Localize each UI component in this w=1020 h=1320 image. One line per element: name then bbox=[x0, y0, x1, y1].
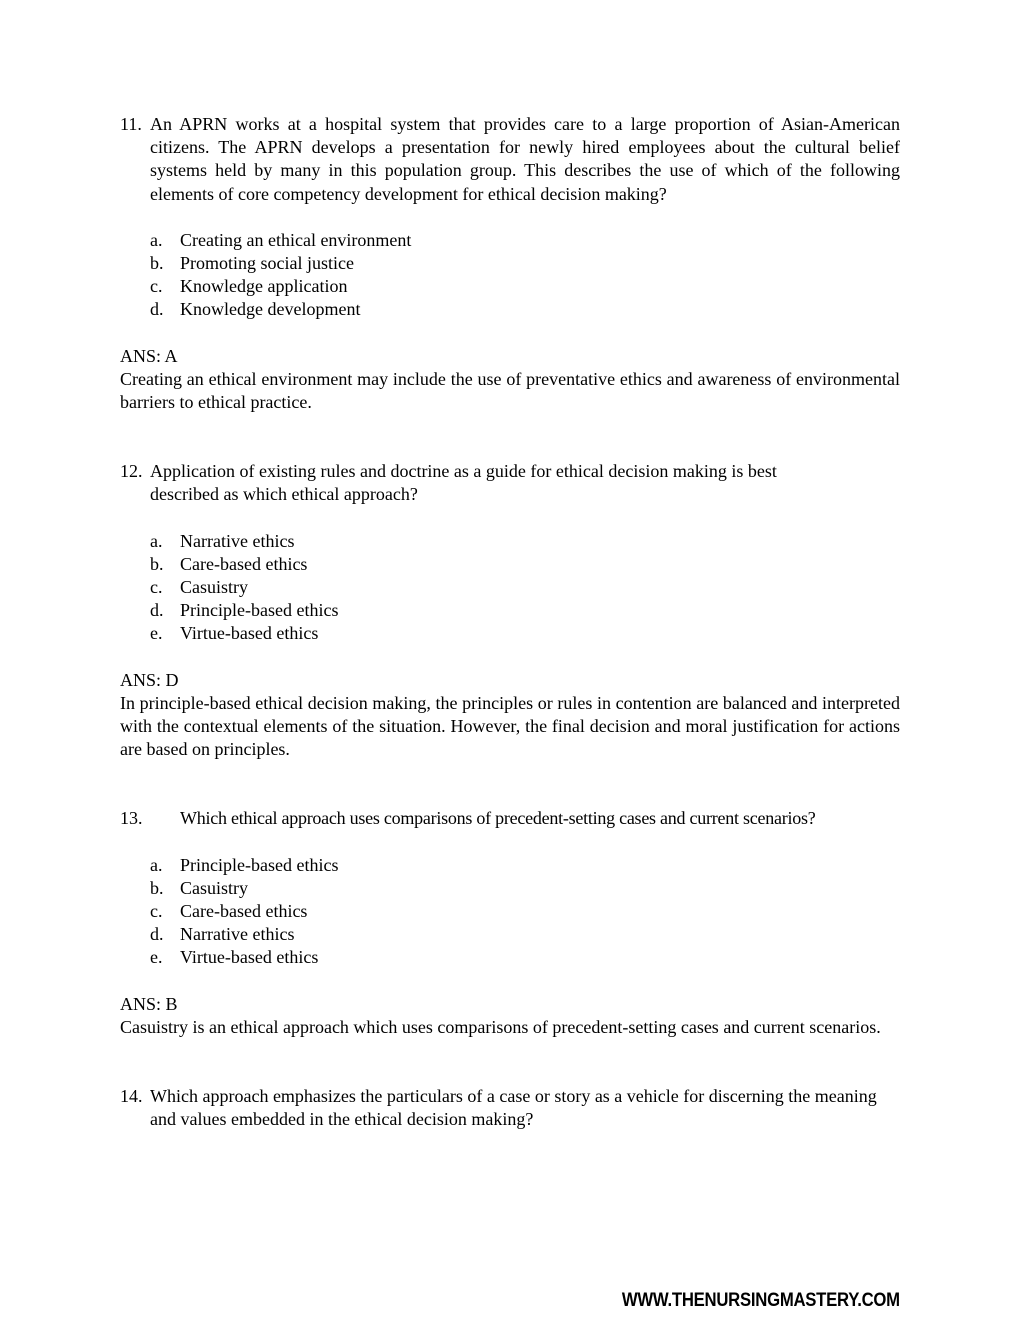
option-text: Principle-based ethics bbox=[180, 600, 339, 621]
option-text: Care-based ethics bbox=[180, 901, 308, 922]
question-text: Which approach emphasizes the particulars of a case or story as a vehicle for discerning the meaning and values embedded in the ethical decision making? bbox=[150, 1086, 877, 1130]
option-label: c. bbox=[150, 577, 163, 598]
option-label: d. bbox=[150, 299, 164, 320]
question-number: 13. bbox=[120, 808, 143, 829]
option bbox=[150, 576, 900, 599]
option bbox=[150, 599, 900, 622]
question-13 bbox=[120, 807, 900, 830]
option bbox=[150, 877, 900, 900]
option-text: Knowledge development bbox=[180, 299, 361, 320]
options-list bbox=[150, 229, 900, 322]
question-number: 14. bbox=[120, 1086, 143, 1107]
option bbox=[150, 229, 900, 252]
question-12 bbox=[120, 460, 900, 506]
option bbox=[150, 854, 900, 877]
option-text: Care-based ethics bbox=[180, 553, 308, 574]
option bbox=[150, 553, 900, 576]
option-label: a. bbox=[150, 229, 163, 250]
option-label: e. bbox=[150, 947, 163, 968]
option-text: Virtue-based ethics bbox=[180, 623, 319, 644]
option-label: e. bbox=[150, 623, 163, 644]
option bbox=[150, 530, 900, 553]
option-label: b. bbox=[150, 553, 164, 574]
answer-explanation: Creating an ethical environment may include the use of preventative ethics and awareness of environmental barriers to ethical practice. bbox=[120, 368, 900, 413]
answer-explanation: Casuistry is an ethical approach which uses comparisons of precedent-setting cases and current scenarios. bbox=[120, 1016, 881, 1037]
option bbox=[150, 923, 900, 946]
option-text: Promoting social justice bbox=[180, 253, 354, 274]
document-page bbox=[120, 113, 900, 1132]
answer-key: ANS: B bbox=[120, 993, 178, 1014]
option bbox=[150, 298, 900, 321]
option-text: Casuistry bbox=[180, 577, 249, 598]
option bbox=[150, 622, 900, 645]
option-label: d. bbox=[150, 600, 164, 621]
footer-website: WWW.THENURSINGMASTERY.COM bbox=[622, 1290, 900, 1311]
answer-key: ANS: A bbox=[120, 345, 178, 366]
question-text: An APRN works at a hospital system that provides care to a large proportion of Asian-American citizens. The APRN develops a presentation for newly hired employees about the cultural belief systems held by many in this population group. This describes the use of which of the following elements of core competency development for ethical decision making? bbox=[150, 114, 900, 204]
option-text: Virtue-based ethics bbox=[180, 947, 319, 968]
option-label: c. bbox=[150, 276, 163, 297]
option-text: Narrative ethics bbox=[180, 530, 295, 551]
question-text: Application of existing rules and doctrine as a guide for ethical decision making is best described as which ethical approach? bbox=[150, 461, 777, 505]
answer-key: ANS: D bbox=[120, 669, 179, 690]
option-label: b. bbox=[150, 253, 164, 274]
option-label: c. bbox=[150, 901, 163, 922]
question-number: 12. bbox=[120, 461, 143, 482]
question-11 bbox=[120, 113, 900, 206]
question-14 bbox=[120, 1085, 900, 1131]
question-text: Which ethical approach uses comparisons of precedent-setting cases and current scenarios? bbox=[180, 808, 816, 829]
option-text: Knowledge application bbox=[180, 276, 348, 297]
option-text: Narrative ethics bbox=[180, 924, 295, 945]
option bbox=[150, 900, 900, 923]
option-label: b. bbox=[150, 877, 164, 898]
options-list bbox=[150, 530, 900, 646]
option-text: Creating an ethical environment bbox=[180, 229, 412, 250]
option bbox=[150, 275, 900, 298]
answer-explanation: In principle-based ethical decision making, the principles or rules in contention are balanced and interpreted with the contextual elements of the situation. However, the final decision and moral justification for actions are based on principles. bbox=[120, 692, 900, 760]
option-label: a. bbox=[150, 854, 163, 875]
option-label: d. bbox=[150, 924, 164, 945]
option-label: a. bbox=[150, 530, 163, 551]
option-text: Principle-based ethics bbox=[180, 854, 339, 875]
options-list bbox=[150, 854, 900, 970]
option-text: Casuistry bbox=[180, 877, 249, 898]
option bbox=[150, 946, 900, 969]
question-number: 11. bbox=[120, 114, 142, 134]
option bbox=[150, 252, 900, 275]
